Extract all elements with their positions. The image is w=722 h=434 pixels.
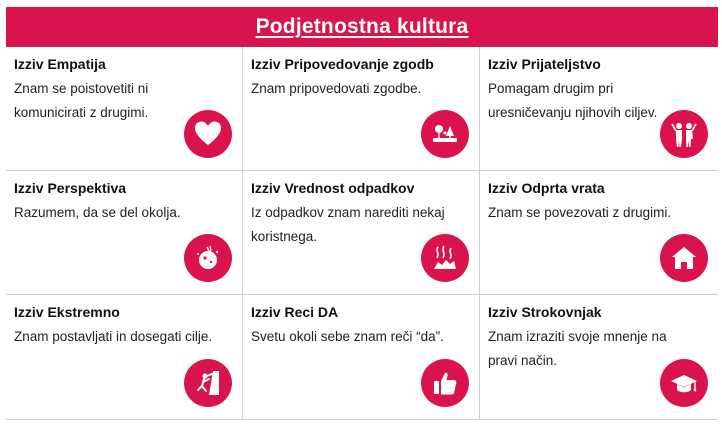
card-title: Izziv Vrednost odpadkov [251,180,415,196]
card-description: Znam se poistovetiti ni komunicirati z drugimi. [14,81,149,120]
card-title: Izziv Prijateljstvo [488,56,601,72]
challenge-grid [6,47,718,420]
climber-icon [184,359,232,407]
card-reci-da [243,295,480,420]
card-odprta-vrata [480,171,718,295]
card-prijateljstvo [480,47,718,171]
recycle-icon [421,234,469,282]
house-icon [660,234,708,282]
card-description: Znam izraziti svoje mnenje na pravi način. [488,329,667,368]
card-title: Izziv Ekstremno [14,304,120,320]
card-title: Izziv Pripovedovanje zgodb [251,56,434,72]
header-bar [6,7,718,47]
card-description: Znam se povezovati z drugimi. [488,205,672,220]
card-ekstremno [6,295,243,420]
card-empatija [6,47,243,171]
card-title: Izziv Strokovnjak [488,304,602,320]
card-title: Izziv Reci DA [251,304,339,320]
landscape-icon [421,110,469,158]
card-description: Znam pripovedovati zgodbe. [251,81,422,96]
planet-icon [184,234,232,282]
card-description: Razumem, da se del okolja. [14,205,181,220]
friends-icon [660,110,708,158]
card-description: Pomagam drugim pri uresničevanju njihovih ciljev. [488,81,658,120]
card-title: Izziv Perspektiva [14,180,127,196]
card-strokovnjak [480,295,718,420]
card-perspektiva [6,171,243,295]
card-title: Izziv Empatija [14,56,106,72]
card-vrednost-odpadkov [243,171,480,295]
card-description: Znam postavljati in dosegati cilje. [14,329,213,344]
card-description: Iz odpadkov znam narediti nekaj koristnega. [251,205,445,244]
heart-icon [184,110,232,158]
card-description: Svetu okoli sebe znam reči “da”. [251,329,444,344]
page-title: Podjetnostna kultura [255,15,469,38]
graduation-cap-icon [660,359,708,407]
card-title: Izziv Odprta vrata [488,180,605,196]
card-pripovedovanje-zgodb [243,47,480,171]
thumbs-up-icon [421,359,469,407]
